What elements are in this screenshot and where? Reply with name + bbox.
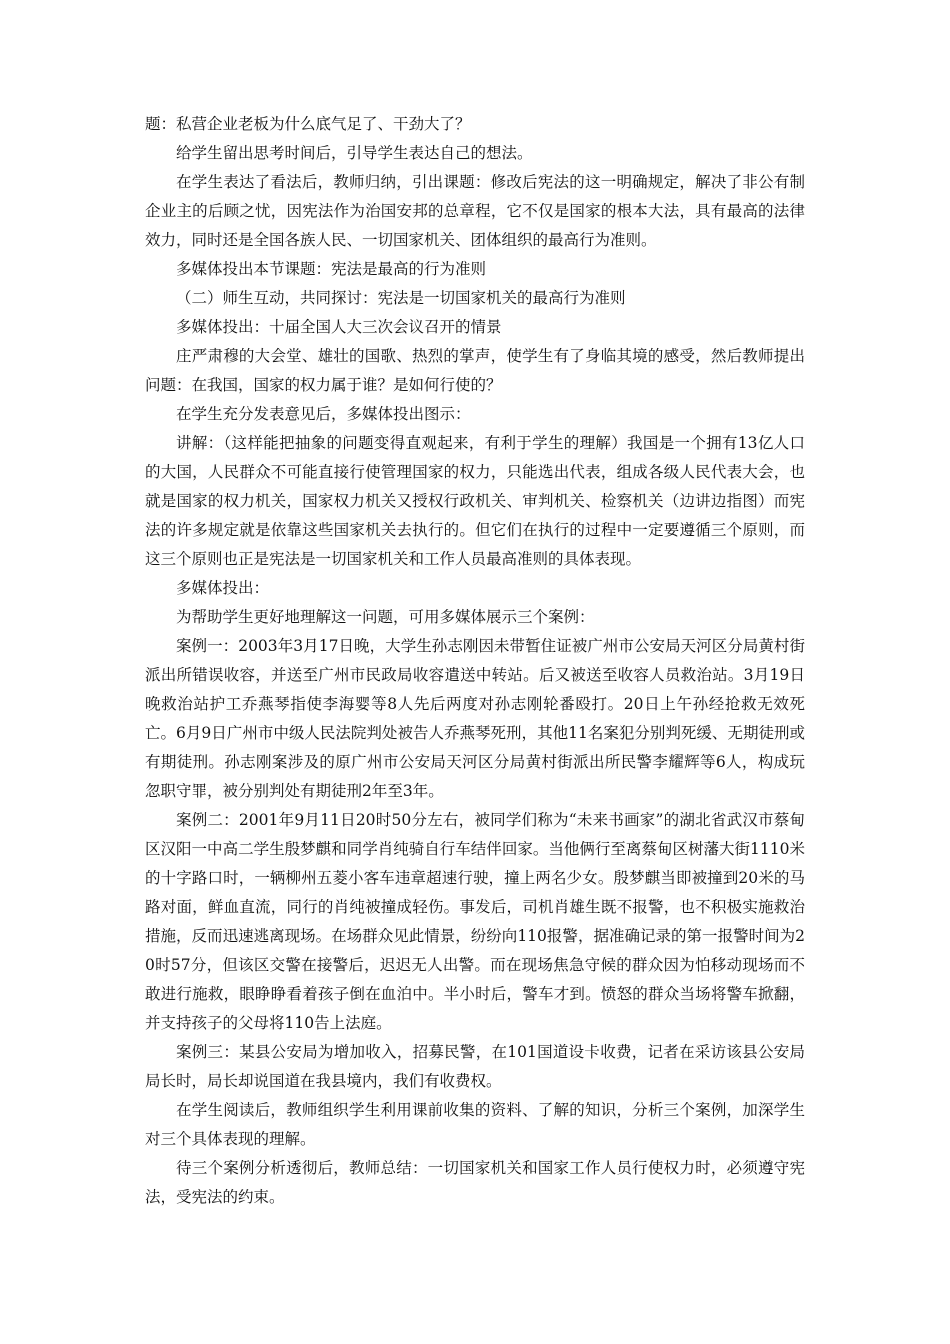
paragraph-lesson-topic: 多媒体投出本节课题：宪法是最高的行为准则 bbox=[176, 260, 487, 278]
paragraph-multimedia-scene: 多媒体投出：十届全国人大三次会议召开的情景 bbox=[176, 318, 502, 336]
paragraph-multimedia-out: 多媒体投出： bbox=[176, 579, 270, 597]
paragraph-conclusion: 待三个案例分析透彻后，教师总结：一切国家机关和国家工作人员行使权力时，必须遵守宪法，受宪法的约束。 bbox=[145, 1159, 805, 1206]
paragraph-teacher-summary: 在学生表达了看法后，教师归纳，引出课题：修改后宪法的这一明确规定，解决了非公有制企业主的后顾之忧，因宪法作为治国安邦的总章程，它不仅是国家的根本大法，具有最高的法律效力，同时还是全国各族人民、一切国家机关、团体组织的最高行为准则。 bbox=[145, 173, 805, 249]
paragraph-diagram-intro: 在学生充分发表意见后，多媒体投出图示： bbox=[176, 405, 471, 423]
document-page bbox=[145, 110, 805, 1212]
paragraph-explanation: 讲解：（这样能把抽象的问题变得直观起来，有利于学生的理解）我国是一个拥有13亿人口的大国，人民群众不可能直接行使管理国家的权力，只能选出代表，组成各级人民代表大会，也就是国家的权力机关，国家权力机关又授权行政机关、审判机关、检察机关（边讲边指图）而宪法的许多规定就是依靠这些国家机关去执行的。但它们在执行的过程中一定要遵循三个原则，而这三个原则也正是宪法是一切国家机关和工作人员最高准则的具体表现。 bbox=[145, 434, 805, 568]
paragraph-case-intro: 为帮助学生更好地理解这一问题，可用多媒体展示三个案例： bbox=[176, 608, 595, 626]
paragraph-hall-description: 庄严肃穆的大会堂、雄壮的国歌、热烈的掌声，使学生有了身临其境的感受，然后教师提出问题：在我国，国家的权力属于谁？是如何行使的？ bbox=[145, 347, 805, 394]
paragraph-analysis: 在学生阅读后，教师组织学生利用课前收集的资料、了解的知识，分析三个案例，加深学生对三个具体表现的理解。 bbox=[145, 1101, 805, 1148]
paragraph-question-continuation: 题：私营企业老板为什么底气足了、干劲大了？ bbox=[145, 115, 471, 133]
paragraph-case-3: 案例三：某县公安局为增加收入，招募民警，在101国道设卡收费，记者在采访该县公安局局长时，局长却说国道在我县境内，我们有收费权。 bbox=[145, 1043, 805, 1090]
paragraph-case-1: 案例一：2003年3月17日晚，大学生孙志刚因未带暂住证被广州市公安局天河区分局黄村街派出所错误收容，并送至广州市民政局收容遣送中转站。后又被送至收容人员救治站。3月19日晚救治站护工乔燕琴指使李海婴等8人先后两度对孙志刚轮番殴打。20日上午孙经抢救无效死亡。6月9日广州市中级人民法院判处被告人乔燕琴死刑，其他11名案犯分别判死缓、无期徒刑或有期徒刑。孙志刚案涉及的原广州市公安局天河区分局黄村街派出所民警李耀辉等6人，构成玩忽职守罪，被分别判处有期徒刑2年至3年。 bbox=[145, 637, 805, 800]
paragraph-case-2: 案例二：2001年9月11日20时50分左右，被同学们称为“未来书画家”的湖北省武汉市蔡甸区汉阳一中高二学生殷梦麒和同学肖纯骑自行车结伴回家。当他俩行至离蔡甸区树藩大街1110米的十字路口时，一辆柳州五菱小客车违章超速行驶，撞上两名少女。殷梦麒当即被撞到20米的马路对面，鲜血直流，同行的肖纯被撞成轻伤。事发后，司机肖雄生既不报警，也不积极实施救治措施，反而迅速逃离现场。在场群众见此情景，纷纷向110报警，据准确记录的第一报警时间为20时57分，但该区交警在接警后，迟迟无人出警。而在现场焦急守候的群众因为怕移动现场而不敢进行施救，眼睁睁看着孩子倒在血泊中。半小时后，警车才到。愤怒的群众当场将警车掀翻，并支持孩子的父母将110告上法庭。 bbox=[145, 811, 805, 1032]
section-heading-2: （二）师生互动，共同探讨：宪法是一切国家机关的最高行为准则 bbox=[176, 289, 626, 307]
paragraph-thinking-time: 给学生留出思考时间后，引导学生表达自己的想法。 bbox=[176, 144, 533, 162]
